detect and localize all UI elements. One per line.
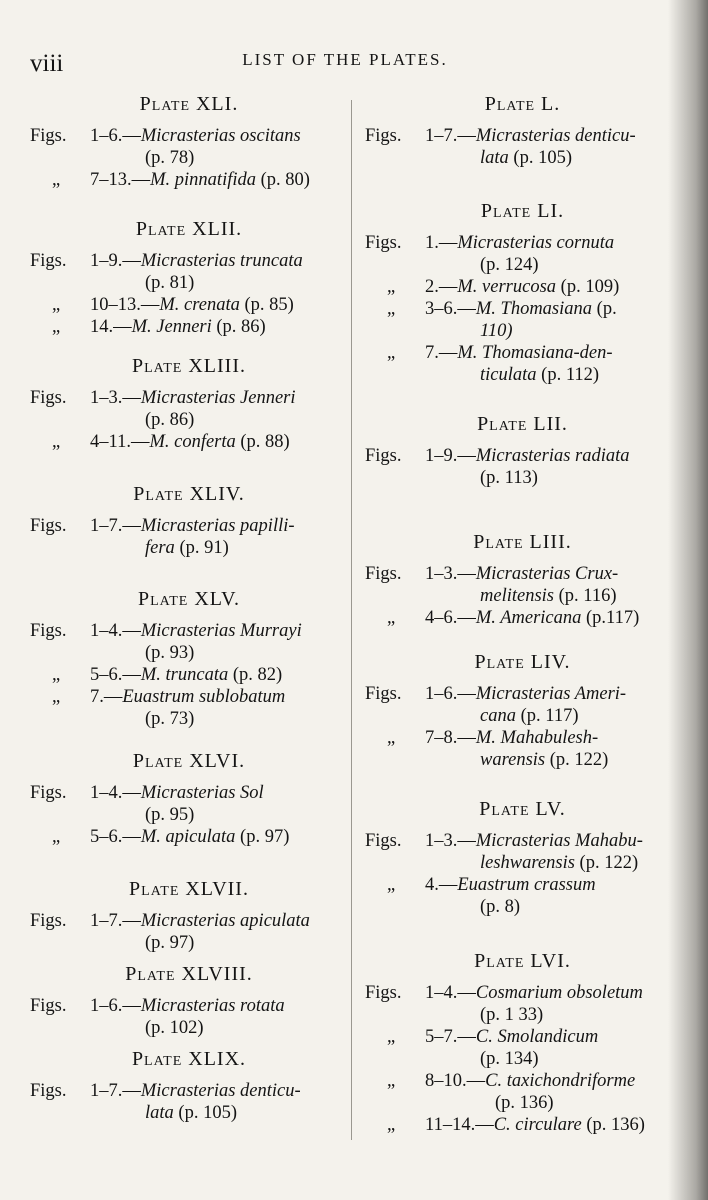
entry-line [90, 169, 348, 191]
figs-lead: „ [387, 1115, 396, 1135]
figure-range: 3–6.— [425, 299, 476, 319]
page-ref: (p. 82) [228, 665, 283, 685]
taxon-name: M. Thomasiana [475, 299, 593, 319]
entry-line [90, 932, 348, 954]
page-header [0, 46, 708, 76]
page-ref: (p. 93) [145, 643, 195, 663]
figure-entry [365, 445, 680, 489]
plate-section [365, 530, 680, 629]
page-ref: (p.117) [581, 608, 640, 628]
entry-text [425, 342, 680, 386]
figs-lead: Figs. [30, 388, 67, 408]
figs-lead: „ [387, 728, 396, 748]
taxon-name: M. verrucosa [457, 277, 557, 297]
page-ref: (p. 73) [145, 709, 195, 729]
figure-range: 2.— [425, 277, 458, 297]
entry-line [425, 254, 680, 276]
figure-entry [30, 294, 348, 316]
taxon-name: Cosmarium obsoletum [475, 983, 643, 1003]
figure-range: 1–3.— [90, 388, 141, 408]
figure-entry [30, 125, 348, 169]
taxon-name: Micrasterias oscitans [140, 126, 301, 146]
figure-entry [365, 276, 680, 298]
entry-line [425, 342, 680, 364]
taxon-name: M. Thomasiana-den- [457, 343, 613, 363]
figs-lead: „ [52, 827, 61, 847]
page-ref: (p. [592, 299, 617, 319]
figs-lead: „ [387, 1071, 396, 1091]
entry-line [425, 232, 680, 254]
taxon-name: leshwarensis [480, 853, 575, 873]
entry-line [425, 1092, 680, 1114]
figs-lead: „ [52, 317, 61, 337]
plate-section [30, 587, 348, 730]
figs-lead: „ [387, 299, 396, 319]
taxon-name: C. taxichondriforme [485, 1071, 636, 1091]
page-ref: (p. 91) [174, 538, 229, 558]
plate-section [30, 877, 348, 954]
entry-line [425, 320, 680, 342]
taxon-name: M. Jenneri [131, 317, 212, 337]
page-ref: (p. 136) [581, 1115, 645, 1135]
entry-line [425, 1026, 680, 1048]
page-ref: (p. 88) [235, 432, 290, 452]
plate-title: Plate LIV. [474, 651, 571, 673]
figure-range: 1–7.— [425, 126, 476, 146]
figure-entry [30, 995, 348, 1039]
entry-line [425, 147, 680, 169]
page-ref: (p. 122) [545, 750, 609, 770]
figure-range: 1–6.— [90, 126, 141, 146]
figure-entry [30, 620, 348, 664]
figure-range: 4–11.— [90, 432, 150, 452]
figure-entry [365, 874, 680, 918]
figure-entry [365, 830, 680, 874]
entry-line [425, 445, 680, 467]
entry-line [90, 125, 348, 147]
page-ref: (p. 8) [480, 897, 521, 917]
plate-title: Plate XLV. [137, 588, 241, 610]
figs-lead: Figs. [365, 564, 402, 584]
entry-text [90, 515, 348, 559]
page-ref: (p. 102) [145, 1018, 204, 1038]
figure-entry [365, 1114, 680, 1136]
figure-entry [30, 515, 348, 559]
entry-text [90, 686, 348, 730]
entry-line [425, 364, 680, 386]
entry-text [90, 294, 348, 316]
taxon-name: Micrasterias Sol [140, 783, 264, 803]
entry-text [90, 620, 348, 664]
taxon-name: M. Mahabulesh- [475, 728, 599, 748]
figs-lead: Figs. [30, 621, 67, 641]
taxon-name: Micrasterias truncata [140, 251, 303, 271]
entry-line [425, 982, 680, 1004]
figure-range: 4–6.— [425, 608, 476, 628]
figs-lead: Figs. [365, 684, 402, 704]
entry-text [425, 683, 680, 727]
entry-line [90, 1102, 348, 1124]
page-ref: (p. 136) [495, 1093, 554, 1113]
page-ref: (p. 134) [480, 1049, 539, 1069]
entry-line [425, 1070, 680, 1092]
page-ref: (p. 105) [508, 148, 572, 168]
figure-range: 1.— [425, 233, 458, 253]
taxon-name: M. pinnatifida [150, 170, 256, 190]
figure-range: 7.— [425, 343, 458, 363]
plate-section [30, 92, 348, 191]
entry-text [90, 316, 348, 338]
page-ref: (p. 86) [211, 317, 266, 337]
figure-range: 1–4.— [90, 783, 141, 803]
plate-section [30, 962, 348, 1039]
entry-text [90, 910, 348, 954]
page-ref: (p. 122) [574, 853, 639, 873]
page-ref: (p. 113) [480, 468, 538, 488]
entry-line [90, 272, 348, 294]
page-ref: (p. 109) [556, 277, 620, 297]
figure-entry [365, 982, 680, 1026]
plate-section [30, 217, 348, 338]
figure-entry [365, 607, 680, 629]
page-ref: (p. 117) [515, 706, 579, 726]
figs-lead: „ [387, 875, 396, 895]
taxon-name: ticulata [480, 365, 537, 385]
figure-range: 1–9.— [425, 446, 476, 466]
taxon-name: M. truncata [140, 665, 229, 685]
figs-lead: „ [387, 608, 396, 628]
page-ref: (p. 85) [239, 295, 294, 315]
figs-lead: Figs. [30, 126, 67, 146]
entry-line [425, 874, 680, 896]
figure-entry [30, 782, 348, 826]
figs-lead: „ [52, 295, 61, 315]
entry-text [90, 664, 348, 686]
column-divider [351, 100, 352, 1140]
figure-range: 1–7.— [90, 516, 141, 536]
figure-range: 5–6.— [90, 827, 141, 847]
figs-lead: Figs. [365, 233, 402, 253]
page-ref: (p. 105) [173, 1103, 237, 1123]
taxon-name: fera [145, 538, 175, 558]
page-ref: (p. 97) [235, 827, 290, 847]
taxon-name: C. Smolandicum [475, 1027, 599, 1047]
page-ref: (p. 78) [145, 148, 195, 168]
taxon-name: lata [480, 148, 509, 168]
entry-text [425, 563, 680, 607]
entry-line [90, 316, 348, 338]
figure-range: 1–9.— [90, 251, 141, 271]
figure-entry [30, 250, 348, 294]
figure-entry [30, 910, 348, 954]
figure-range: 5–7.— [425, 1027, 476, 1047]
taxon-name: Micrasterias Mahabu- [475, 831, 643, 851]
entry-text [425, 232, 680, 276]
entry-line [425, 563, 680, 585]
figure-range: 1–4.— [425, 983, 476, 1003]
plate-section [30, 749, 348, 848]
plate-section [30, 354, 348, 453]
entry-text [90, 995, 348, 1039]
entry-line [90, 147, 348, 169]
entry-line [425, 467, 680, 489]
plate-section [30, 482, 348, 559]
entry-line [90, 515, 348, 537]
page-ref: (p. 116) [554, 586, 617, 606]
entry-line [425, 298, 680, 320]
figure-range: 1–6.— [90, 996, 141, 1016]
figs-lead: „ [52, 432, 61, 452]
entry-line [90, 1080, 348, 1102]
figs-lead: Figs. [365, 831, 402, 851]
page-ref: (p. 80) [256, 170, 310, 190]
entry-line [425, 727, 680, 749]
entry-text [425, 1114, 680, 1136]
entry-line [90, 910, 348, 932]
entry-line [90, 1017, 348, 1039]
figure-entry [365, 1026, 680, 1070]
taxon-name: Micrasterias radiata [475, 446, 630, 466]
figure-entry [365, 1070, 680, 1114]
page-ref: (p. 86) [145, 410, 195, 430]
figs-lead: Figs. [30, 996, 67, 1016]
plate-title: Plate LV. [479, 798, 566, 820]
entry-line [90, 620, 348, 642]
plate-section [30, 1047, 348, 1124]
taxon-name: Euastrum sublobatum [122, 687, 286, 707]
plate-section [365, 92, 680, 169]
plate-title: Plate XLIII. [132, 355, 246, 377]
page-ref: (p. 97) [145, 933, 195, 953]
figure-entry [365, 232, 680, 276]
entry-text [90, 125, 348, 169]
plate-title: Plate XLIX. [131, 1048, 247, 1070]
entry-text [90, 431, 348, 453]
entry-text [425, 830, 680, 874]
entry-line [90, 708, 348, 730]
taxon-name: Micrasterias apiculata [140, 911, 310, 931]
entry-line [425, 830, 680, 852]
page-ref: (p. 1 33) [480, 1005, 544, 1025]
figs-lead: „ [387, 1027, 396, 1047]
entry-text [425, 982, 680, 1026]
entry-text [425, 125, 680, 169]
figure-range: 14.— [90, 317, 132, 337]
figure-entry [30, 686, 348, 730]
figure-entry [30, 387, 348, 431]
entry-line [90, 537, 348, 559]
page-number: viii [30, 50, 64, 77]
entry-line [90, 664, 348, 686]
taxon-name: M. apiculata [140, 827, 236, 847]
figure-entry [365, 727, 680, 771]
plate-section [365, 412, 680, 489]
plate-section [365, 199, 680, 386]
taxon-name: warensis [480, 750, 546, 770]
entry-line [90, 804, 348, 826]
entry-line [425, 705, 680, 727]
figs-lead: „ [387, 277, 396, 297]
entry-line [425, 1114, 680, 1136]
plate-title: Plate LIII. [473, 531, 572, 553]
taxon-name: 110) [480, 321, 513, 341]
entry-line [425, 1048, 680, 1070]
plate-section [365, 650, 680, 771]
taxon-name: lata [145, 1103, 174, 1123]
taxon-name: Micrasterias denticu- [475, 126, 636, 146]
entry-text [425, 276, 680, 298]
entry-text [425, 727, 680, 771]
figure-range: 1–7.— [90, 911, 141, 931]
taxon-name: Micrasterias Crux- [475, 564, 619, 584]
taxon-name: M. Americana [475, 608, 582, 628]
figs-lead: Figs. [365, 983, 402, 1003]
figure-entry [365, 563, 680, 607]
figure-entry [30, 826, 348, 848]
figs-lead: Figs. [30, 911, 67, 931]
plate-title: Plate XLVI. [132, 750, 246, 772]
plate-section [365, 797, 680, 918]
plate-title: Plate LI. [480, 200, 565, 222]
plate-section [365, 949, 680, 1136]
figure-entry [30, 1080, 348, 1124]
figure-range: 1–6.— [425, 684, 476, 704]
plate-title: Plate XLIV. [133, 483, 245, 505]
figure-range: 8–10.— [425, 1071, 486, 1091]
page-ref: (p. 95) [145, 805, 195, 825]
taxon-name: Micrasterias papilli- [140, 516, 295, 536]
entry-line [425, 896, 680, 918]
page-ref: (p. 112) [536, 365, 600, 385]
entry-line [425, 1004, 680, 1026]
figure-entry [365, 298, 680, 342]
figs-lead: Figs. [30, 516, 67, 536]
taxon-name: Micrasterias rotata [140, 996, 285, 1016]
figs-lead: „ [52, 665, 61, 685]
entry-text [90, 387, 348, 431]
figs-lead: „ [387, 343, 396, 363]
figure-range: 11–14.— [425, 1115, 494, 1135]
entry-text [90, 826, 348, 848]
figs-lead: „ [52, 170, 61, 190]
plate-title: Plate LVI. [474, 950, 571, 972]
entry-line [90, 431, 348, 453]
entry-line [90, 250, 348, 272]
plate-title: Plate XLI. [139, 93, 239, 115]
entry-text [425, 607, 680, 629]
taxon-name: Micrasterias Murrayi [140, 621, 302, 641]
figure-entry [365, 125, 680, 169]
page-ref: (p. 81) [145, 273, 195, 293]
figs-lead: Figs. [30, 1081, 67, 1101]
entry-line [90, 686, 348, 708]
plate-title: Plate L. [484, 93, 561, 115]
figs-lead: „ [52, 687, 61, 707]
taxon-name: Micrasterias Ameri- [475, 684, 627, 704]
entry-line [90, 642, 348, 664]
figure-entry [30, 431, 348, 453]
figure-entry [365, 683, 680, 727]
taxon-name: Euastrum crassum [457, 875, 596, 895]
taxon-name: Micrasterias cornuta [457, 233, 615, 253]
entry-text [425, 1070, 680, 1114]
figs-lead: Figs. [30, 251, 67, 271]
entry-text [425, 445, 680, 489]
figure-range: 7.— [90, 687, 123, 707]
figure-entry [30, 316, 348, 338]
figure-range: 10–13.— [90, 295, 160, 315]
taxon-name: Micrasterias denticu- [140, 1081, 301, 1101]
entry-line [425, 585, 680, 607]
running-head: LIST OF THE PLATES. [242, 50, 448, 69]
entry-text [90, 782, 348, 826]
figure-entry [365, 342, 680, 386]
figure-range: 4.— [425, 875, 458, 895]
figs-lead: Figs. [365, 126, 402, 146]
figs-lead: Figs. [365, 446, 402, 466]
figure-range: 1–3.— [425, 831, 476, 851]
taxon-name: M. crenata [159, 295, 240, 315]
figure-entry [30, 169, 348, 191]
page-ref: (p. 124) [480, 255, 539, 275]
entry-line [90, 995, 348, 1017]
entry-line [90, 294, 348, 316]
taxon-name: Micrasterias Jenneri [140, 388, 296, 408]
entry-text [90, 1080, 348, 1124]
entry-line [90, 782, 348, 804]
figure-range: 1–3.— [425, 564, 476, 584]
taxon-name: cana [480, 706, 516, 726]
entry-text [90, 169, 348, 191]
entry-line [90, 409, 348, 431]
taxon-name: melitensis [480, 586, 554, 606]
entry-text [90, 250, 348, 294]
entry-line [425, 749, 680, 771]
entry-line [425, 683, 680, 705]
figure-range: 7–8.— [425, 728, 476, 748]
figure-entry [30, 664, 348, 686]
taxon-name: C. circulare [493, 1115, 582, 1135]
entry-line [425, 607, 680, 629]
figure-range: 1–4.— [90, 621, 141, 641]
entry-text [425, 1026, 680, 1070]
entry-line [90, 387, 348, 409]
plate-title: Plate XLII. [135, 218, 243, 240]
entry-text [425, 874, 680, 918]
entry-line [425, 125, 680, 147]
figure-range: 7–13.— [90, 170, 151, 190]
plate-title: Plate XLVII. [129, 878, 249, 900]
entry-line [90, 826, 348, 848]
figure-range: 5–6.— [90, 665, 141, 685]
taxon-name: M. conferta [149, 432, 236, 452]
entry-text [425, 298, 680, 342]
figure-range: 1–7.— [90, 1081, 141, 1101]
entry-line [425, 852, 680, 874]
figs-lead: Figs. [30, 783, 67, 803]
entry-line [425, 276, 680, 298]
plate-title: Plate XLVIII. [125, 963, 253, 985]
plate-title: Plate LII. [477, 413, 568, 435]
